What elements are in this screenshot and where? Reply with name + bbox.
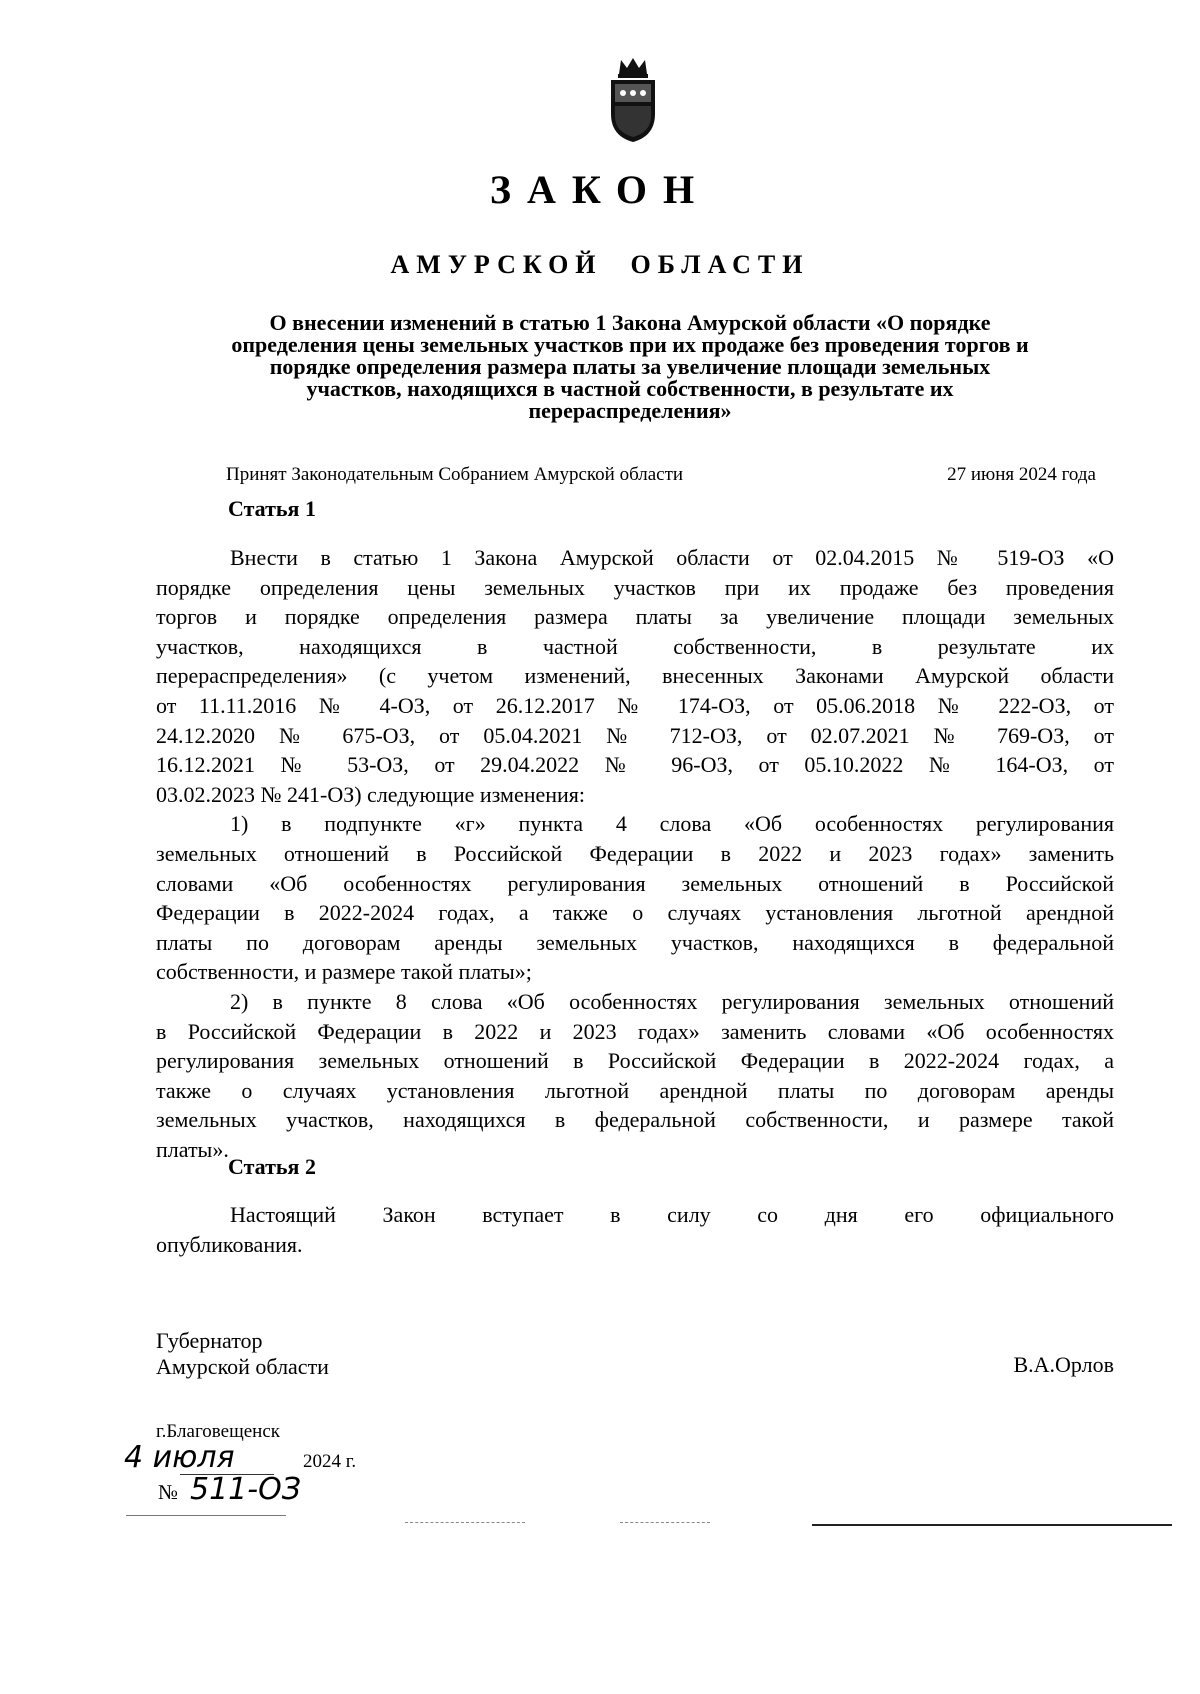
subtitle-line: определения цены земельных участков при их продаже без проведения торгов и [231, 332, 1029, 357]
divider [126, 1515, 286, 1516]
article-line: Федерации в 2022-2024 годах, а также о случаях установления льготной арендной [156, 900, 1114, 926]
subtitle-line: О внесении изменений в статью 1 Закона Амурской области «О порядке [269, 310, 991, 335]
number-label: № [158, 1480, 179, 1504]
adoption-line [226, 464, 1096, 486]
article-line: платы». [156, 1136, 229, 1162]
article-line: 1) в подпункте «г» пункта 4 слова «Об особенностях регулирования [230, 811, 1114, 837]
region-word-1: АМУРСКОЙ [390, 250, 603, 279]
subtitle-line: порядке определения размера платы за увеличение площади земельных [269, 354, 991, 379]
article-line: 2) в пункте 8 слова «Об особенностях регулирования земельных отношений [230, 988, 1114, 1014]
divider [812, 1524, 1172, 1526]
article-2-body [156, 1200, 1114, 1259]
article-line: перераспределения» (с учетом изменений, внесенных Законами Амурской области [156, 663, 1114, 689]
article-line: опубликования. [156, 1231, 303, 1257]
article-line: регулирования земельных отношений в Российской Федерации в 2022-2024 годах, а [156, 1048, 1114, 1074]
law-subtitle [150, 312, 1110, 422]
adopted-date: 27 июня 2024 года [947, 464, 1096, 485]
handwritten-number: 511-ОЗ [190, 1472, 301, 1507]
region-title [0, 250, 1200, 280]
document-title: ЗАКОН [489, 167, 711, 212]
divider [405, 1522, 525, 1523]
signatory-position [156, 1328, 329, 1380]
article-line: 16.12.2021 № 53-ОЗ, от 29.04.2022 № 96-ОЗ, от 05.10.2022 № 164-ОЗ, от [156, 752, 1114, 778]
divider [620, 1522, 710, 1523]
article-line: в Российской Федерации в 2022 и 2023 годах» заменить словами «Об особенностях [156, 1018, 1114, 1044]
article-line: собственности, и размере такой платы»; [156, 959, 532, 985]
article-line: 24.12.2020 № 675-ОЗ, от 05.04.2021 № 712-ОЗ, от 02.07.2021 № 769-ОЗ, от [156, 722, 1114, 748]
article-line: участков, находящихся в частной собственности, в результате их [156, 633, 1114, 659]
article-line: от 11.11.2016 № 4-ОЗ, от 26.12.2017 № 174-ОЗ, от 05.06.2018 № 222-ОЗ, от [156, 692, 1114, 718]
signatory-name: В.А.Орлов [1013, 1352, 1114, 1377]
article-line: платы по договорам аренды земельных участков, находящихся в федеральной [156, 929, 1114, 955]
region-word-2: ОБЛАСТИ [630, 250, 810, 279]
article-line: 03.02.2023 № 241-ОЗ) следующие изменения: [156, 781, 586, 807]
article-1-body [156, 543, 1114, 1164]
subtitle-line: участков, находящихся в частной собственности, в результате их [306, 376, 954, 401]
handwritten-date: 4 июля [124, 1440, 235, 1475]
article-line: земельных отношений в Российской Федерации в 2022 и 2023 годах» заменить [156, 840, 1114, 866]
article-line: земельных участков, находящихся в федеральной собственности, и размере такой [156, 1107, 1114, 1133]
article-2-heading: Статья 2 [228, 1154, 316, 1179]
position-line: Амурской области [156, 1354, 329, 1379]
position-line: Губернатор [156, 1328, 263, 1353]
article-1-heading: Статья 1 [228, 496, 316, 521]
coat-of-arms-icon [603, 56, 663, 144]
article-line: Настоящий Закон вступает в силу со дня его официального [230, 1202, 1114, 1227]
article-line: Внести в статью 1 Закона Амурской области от 02.04.2015 № 519-ОЗ «О [230, 545, 1114, 570]
article-line: также о случаях установления льготной арендной платы по договорам аренды [156, 1077, 1114, 1103]
city: г.Благовещенск [156, 1421, 280, 1442]
subtitle-line: перераспределения» [528, 398, 732, 423]
article-line: торгов и порядке определения размера платы за увеличение площади земельных [156, 604, 1114, 630]
article-line: словами «Об особенностях регулирования земельных отношений в Российской [156, 870, 1114, 896]
year: 2024 г. [303, 1451, 357, 1472]
article-line: порядке определения цены земельных участков при их продаже без проведения [156, 574, 1114, 600]
adopted-by: Принят Законодательным Собранием Амурской области [226, 464, 684, 485]
